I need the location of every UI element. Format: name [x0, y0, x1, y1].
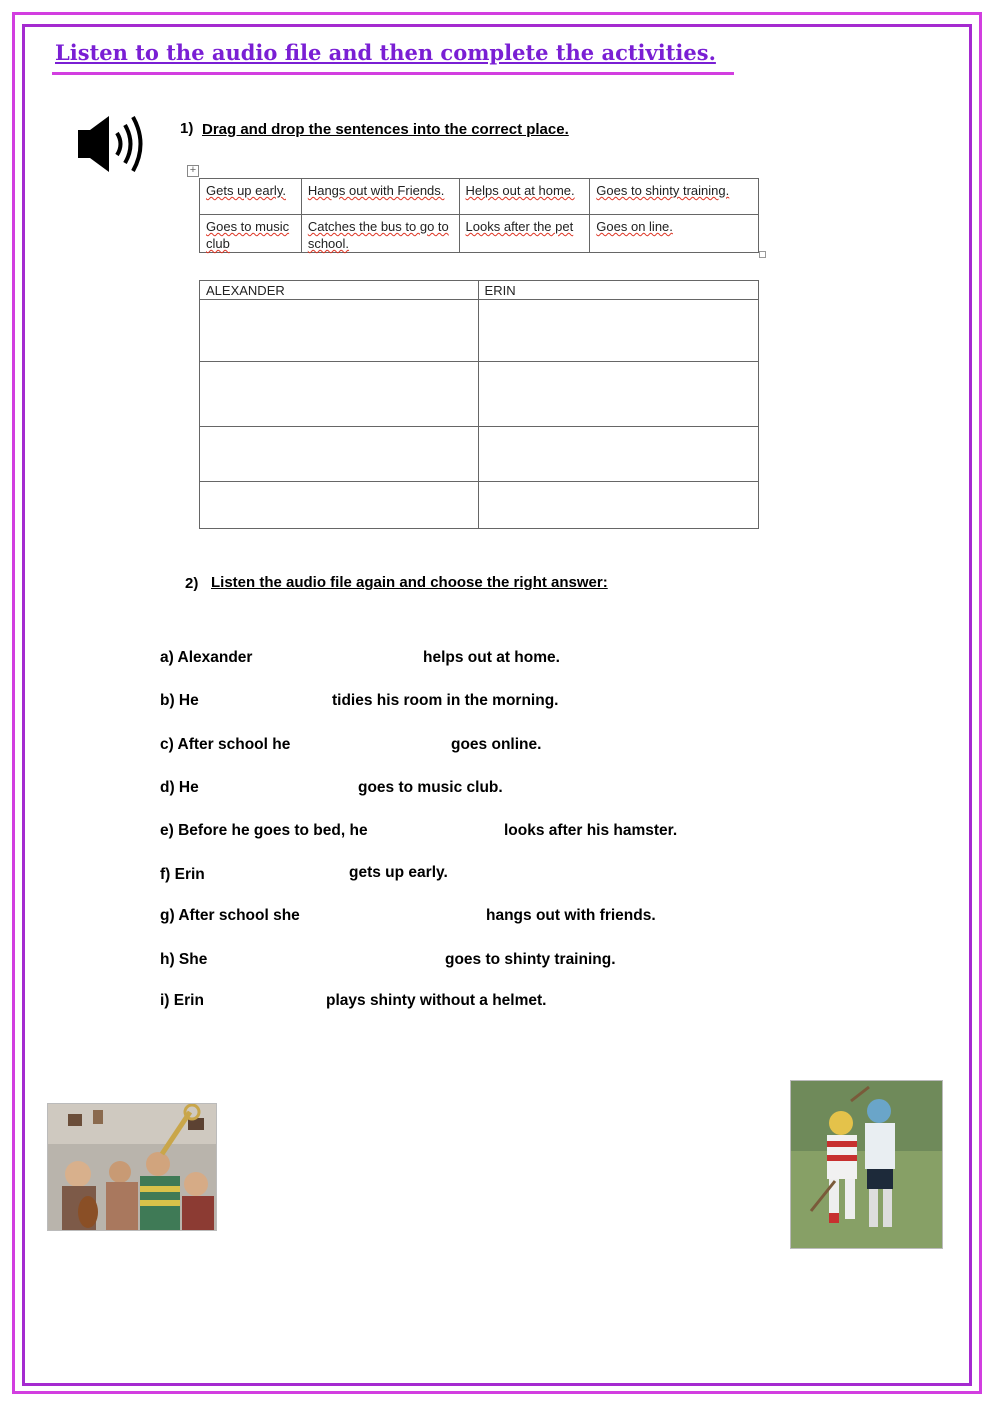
word-bank-row	[200, 215, 759, 253]
answer-dropdown-a[interactable]	[280, 649, 416, 667]
question-2-number: 2)	[185, 575, 199, 592]
sentence-g-prefix: g) After school she	[160, 907, 300, 924]
sentence-d-suffix: goes to music club.	[358, 779, 503, 796]
column-header-erin: ERIN	[478, 281, 758, 300]
sort-table-row	[200, 362, 759, 427]
sentence-b-suffix: tidies his room in the morning.	[332, 692, 559, 709]
drop-zone-erin[interactable]	[478, 300, 758, 362]
sentence-h-suffix: goes to shinty training.	[445, 951, 616, 968]
sentence-b-prefix: b) He	[160, 692, 199, 709]
word-card[interactable]: Goes on line.	[590, 215, 759, 253]
music-club-photo	[47, 1103, 217, 1231]
drop-zone-erin[interactable]	[478, 362, 758, 427]
answer-dropdown-e[interactable]	[410, 822, 498, 840]
answer-dropdown-g[interactable]	[332, 907, 478, 925]
answer-dropdown-h[interactable]	[220, 951, 438, 969]
word-card[interactable]: Hangs out with Friends.	[301, 179, 459, 215]
word-card[interactable]: Goes to shinty training.	[590, 179, 759, 215]
sentence-f-suffix: gets up early.	[349, 864, 448, 881]
sentence-d-prefix: d) He	[160, 779, 199, 796]
sort-table-row	[200, 482, 759, 529]
sentence-i-suffix: plays shinty without a helmet.	[326, 992, 547, 1009]
sort-table-row	[200, 427, 759, 482]
question-2-instruction: Listen the audio file again and choose the right answer:	[211, 574, 608, 591]
drop-zone-erin[interactable]	[478, 482, 758, 529]
sort-table-row	[200, 300, 759, 362]
column-header-alexander: ALEXANDER	[200, 281, 479, 300]
drop-zone-alexander[interactable]	[200, 300, 479, 362]
drop-zone-alexander[interactable]	[200, 362, 479, 427]
sentence-a-suffix: helps out at home.	[423, 649, 560, 666]
sentence-i-prefix: i) Erin	[160, 992, 204, 1009]
word-card[interactable]: Catches the bus to go to school.	[301, 215, 459, 253]
answer-dropdown-i[interactable]	[222, 992, 318, 1010]
title-underline	[52, 72, 734, 75]
shinty-players-photo	[790, 1080, 943, 1249]
drop-zone-alexander[interactable]	[200, 427, 479, 482]
table-resize-handle[interactable]	[759, 251, 766, 258]
question-1-instruction: Drag and drop the sentences into the correct place.	[202, 121, 569, 138]
word-card[interactable]: Looks after the pet	[459, 215, 590, 253]
sentence-c-suffix: goes online.	[451, 736, 542, 753]
table-move-handle[interactable]: +	[187, 165, 199, 177]
word-card[interactable]: Helps out at home.	[459, 179, 590, 215]
question-1-number: 1)	[180, 120, 194, 137]
sentence-a-prefix: a) Alexander	[160, 649, 253, 666]
sentence-e-prefix: e) Before he goes to bed, he	[160, 822, 368, 839]
sort-table	[199, 280, 759, 529]
answer-dropdown-b[interactable]	[215, 692, 325, 710]
answer-dropdown-c[interactable]	[322, 736, 444, 754]
sentence-f-prefix: f) Erin	[160, 866, 205, 883]
speaker-icon[interactable]	[75, 113, 150, 175]
answer-dropdown-f[interactable]	[220, 864, 342, 882]
word-card[interactable]: Gets up early.	[200, 179, 302, 215]
sentence-c-prefix: c) After school he	[160, 736, 291, 753]
drop-zone-erin[interactable]	[478, 427, 758, 482]
word-bank-row	[200, 179, 759, 215]
sentence-h-prefix: h) She	[160, 951, 208, 968]
sort-table-header	[200, 281, 759, 300]
sentence-g-suffix: hangs out with friends.	[486, 907, 656, 924]
page-title: Listen to the audio file and then complete the activities.	[55, 40, 716, 65]
sentence-e-suffix: looks after his hamster.	[504, 822, 678, 839]
word-bank-table	[199, 178, 759, 253]
drop-zone-alexander[interactable]	[200, 482, 479, 529]
word-card[interactable]: Goes to music club	[200, 215, 302, 253]
answer-dropdown-d[interactable]	[215, 779, 351, 797]
